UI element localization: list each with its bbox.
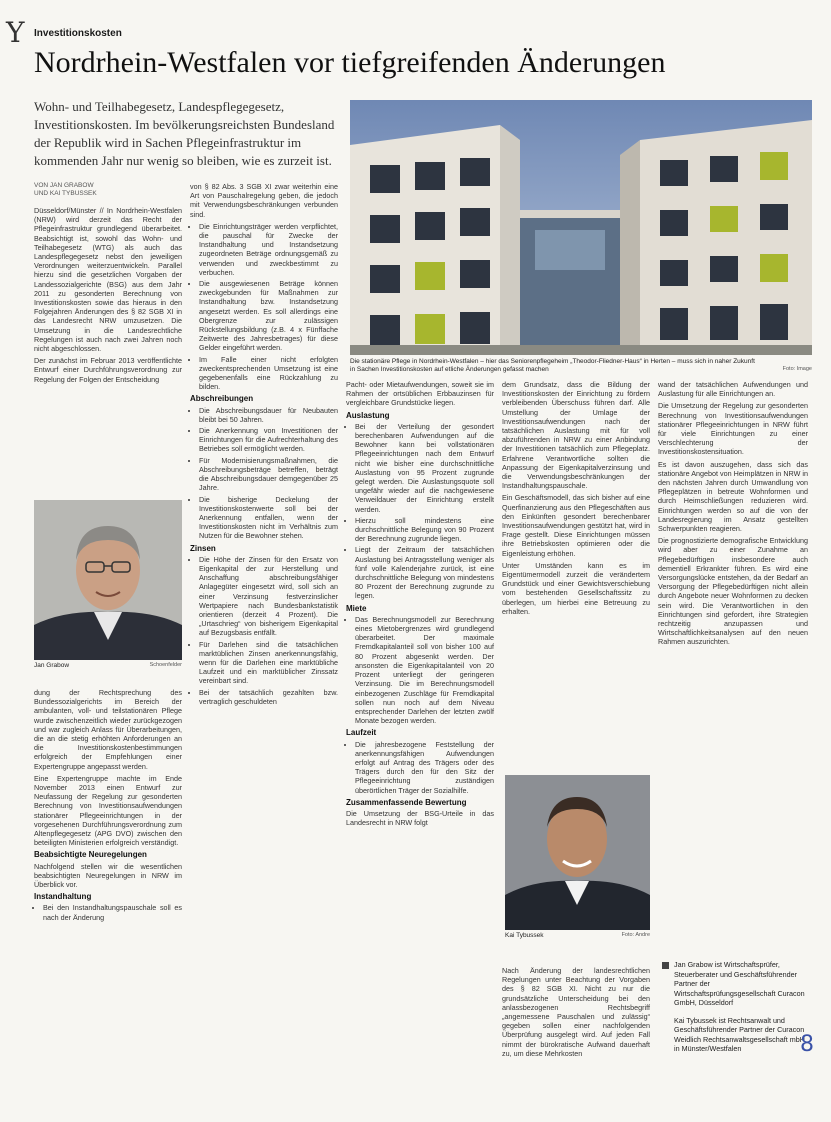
list-item: • Die Einrichtungsträger werden verpflichtet, die pauschal für Zwecke der Instandhaltung und Instandsetzung zugeordneten Beträge ordnungsgemäß zu verwenden und zweckbestimmt zu verbuchen. xyxy=(199,222,338,277)
paragraph: Die Umsetzung der BSG-Urteile in das Landesrecht in NRW folgt xyxy=(346,808,494,828)
bullet-list xyxy=(190,555,338,706)
column-4-upper xyxy=(502,380,650,619)
paragraph: Nach Änderung der landesrechtlichen Regelungen unter Beachtung der Vorgaben des § 82 SGB XI. Nicht zu nur die grundsätzliche Unterscheidung bei den anlassbezogenen Rechtsbegriff „angemessene Pauschalen und zulässig“ gegeben sollen einer nachfolgenden Überprüfung ausgelegt wird. Auf jeden Fall nimmt der bürokratische Aufwand dauerhaft zu, um diese Mehrkosten xyxy=(502,966,650,1058)
column-3 xyxy=(346,380,494,830)
subheading-zinsen: Zinsen xyxy=(190,543,216,553)
subheading-laufzeit: Laufzeit xyxy=(346,728,377,738)
list-item: • Für Modernisierungsmaßnahmen, die Abschreibungsbeträge betreffen, beträgt die Abschreibungsdauer demgegenüber 25 Jahre. xyxy=(199,456,338,493)
subheading-auslastung: Auslastung xyxy=(346,410,390,420)
column-5 xyxy=(658,380,808,650)
author-note-text: Kai Tybussek ist Rechtsanwalt und Geschäftsführender Partner der Curacon Weidlich Rechtsanwaltsgesellschaft mbH in Münster/Westfalen xyxy=(674,1015,805,1053)
list-item: • Im Falle einer nicht erfolgten zweckentsprechenden Umsetzung ist eine gegebenenfalls eine Rückzahlung zu bilden. xyxy=(199,355,338,392)
bullet-list xyxy=(190,222,338,392)
byline-author-1: VON JAN GRABOW xyxy=(34,182,94,189)
portrait-1-credit: Schoenfelder xyxy=(149,662,182,668)
bullet-list xyxy=(346,615,494,725)
list-item: • Hierzu soll mindestens eine durchschnittliche Belegung von 90 Prozent der Berechnung zugrunde liegen. xyxy=(355,516,494,544)
list-item: • Bei der tatsächlich gezahlten bzw. vertraglich geschuldeten xyxy=(199,688,338,706)
column-4-lower xyxy=(502,966,650,1061)
building-illustration xyxy=(350,100,812,355)
portrait-photo xyxy=(505,775,650,930)
handwritten-mark: Y xyxy=(6,16,25,49)
article-title: Nordrhein-Westfalen vor tiefgreifenden Änderungen xyxy=(34,46,666,79)
subheading-neuregelungen: Beabsichtigte Neuregelungen xyxy=(34,850,147,860)
column-2 xyxy=(190,182,338,708)
paragraph: Der zunächst im Februar 2013 veröffentlichte Entwurf einer Durchführungsverordnung zur Regelung der Folgen der Entscheidung xyxy=(34,356,182,384)
author-note-2 xyxy=(662,1016,810,1054)
bullet-list xyxy=(346,422,494,601)
paragraph: Es ist davon auszugehen, dass sich das stationäre Angebot von Heimplätzen in NRW in den nächsten Jahren durch Umwandlung von Pflegeplätzen in betreute Wohnformen und durch Heimschließungen reduzieren wird. Einrichtungen werden so auf die von der Landesregierung im Ansatz gestellten Schwerpunkten reagieren. xyxy=(658,459,808,534)
square-bullet-icon xyxy=(662,962,669,969)
paragraph: Düsseldorf/Münster // In Nordrhein-Westfalen (NRW) wird derzeit das Recht der Pflegeinfrastruktur grundlegend überarbeitet. Beabsichtigt ist, sowohl das Wohn- und Teilhabegesetz (WTG) als auch das Landespflegegesetz nebst den jeweiligen Verordnungen weiterzuentwickeln. Parallel hierzu sind die gesetzlichen Vorgaben der Landessozialgerichte (BSG) aus dem Jahr 2011 zu gesonderten Berechnung von Investitionskosten sowie das hieraus in den Folgejahren Änderungen des § 82 SGB XI in das Landesrecht NRW umzusetzen. Die Umsetzung in die Landesrechtliche Regelungen ist auch nach zwei Jahren noch nicht abgeschlossen. xyxy=(34,206,182,354)
bullet-list xyxy=(34,903,182,921)
paragraph: Eine Expertengruppe machte im Ende November 2013 einen Entwurf zur Neufassung der Regelung zur gesonderten Berechnung von Investitionsaufwendungen stationärer Pflegeeinrichtungen in der vorgesehenen Durchführungsverordnung zum Altenpflegegesetz (APG DVO) zwischen den beteiligten Ministerien erfolgreich verständigt. xyxy=(34,773,182,848)
list-item: • Die Anerkennung von Investitionen der Einrichtungen für die Aufrechterhaltung des Betriebes soll ermöglicht werden. xyxy=(199,426,338,454)
portrait-1-name: Jan Grabow xyxy=(34,662,70,669)
paragraph: Die prognostizierte demografische Entwicklung wird aber zu einer Zunahme an Pflegebedürftigen insbesondere auch dementiell Erkrankter führen. Es wird eine Versorgungslücke entstehen, da der Bedarf an Versorgung der Pflegebedürftigen nicht allein durch Angebote neuer Wohnformen zu decken sein wird. Die Verantwortlichen in den Einrichtungen sind gefordert, ihre Strategien rechtzeitig anzupassen und Wirtschaftlichkeitsanalysen auf den neuen Rahmen auszurichten. xyxy=(658,536,808,647)
subheading-instandhaltung: Instandhaltung xyxy=(34,892,92,902)
portrait-2-name: Kai Tybussek xyxy=(505,932,544,939)
paragraph: wand der tatsächlichen Aufwendungen und Auslastung für alle Einrichtungen an. xyxy=(658,380,808,399)
author-note-text: Jan Grabow ist Wirtschaftsprüfer, Steuerberater und Geschäftsführender Partner der Wirtschaftsprüfungsgesellschaft Curacon GmbH, Düsseldorf xyxy=(674,960,805,1007)
portrait-photo xyxy=(34,500,182,660)
main-photo-credit: Foto: Image xyxy=(782,366,812,372)
paragraph: Unter Umständen kann es im Eigentümermodell zurzeit die verändertem Grundstück und einer Gewichtsverschiebung vom bestehenden Gesellschaftssitz zu überlegen, um hierbei eine Betreuung zu erhalten. xyxy=(502,560,650,616)
list-item: • Bei den Instandhaltungspauschale soll es nach der Änderung xyxy=(43,903,182,921)
list-item: • Für Darlehen sind die tatsächlichen marktüblichen Zinsen anerkennungsfähig, wenn für die Darlehen eine marktübliche Laufzeit und ein marktüblicher Zinssatz vereinbart sind. xyxy=(199,640,338,686)
paragraph: dem Grundsatz, dass die Bildung der Investitionskosten der Einrichtung zu fördern verbleibenden Überschuss führen darf. Alle Umstellung der Umlage der Investitionsaufwendungen nach der tatsächlichen Auslastung mit für voll abzuführenden in NRW zu einer Anbindung der Investitionen tatsächlich zum Pflegeplatz. Erfahrene Verantwortliche sollten die Anpassung der Eigenkapitalverzinsung und die Verwendungsbeschränkungen der Instandhaltungspauschale. xyxy=(502,380,650,491)
subheading-miete: Miete xyxy=(346,603,367,613)
paragraph: von § 82 Abs. 3 SGB XI zwar weiterhin eine Art von Pauschalregelung geben, die jedoch mit Verwendungsbeschränkungen verbunden sind. xyxy=(190,182,338,219)
list-item: • Liegt der Zeitraum der tatsächlichen Auslastung bei Antragsstellung weniger als fünf volle Kalenderjahre zurück, ist eine durchschnittliche Belegung von mindestens 80 Prozent der Berechnung zugrunde zu legen. xyxy=(355,545,494,600)
author-notes xyxy=(662,960,810,1054)
list-item: • Die Abschreibungsdauer für Neubauten bleibt bei 50 Jahren. xyxy=(199,406,338,424)
byline-author-2: UND KAI TYBUSSEK xyxy=(34,190,97,197)
paragraph: Pacht- oder Mietaufwendungen, soweit sie im Rahmen der ortsüblichen Erbbauzinsen für vergleichbare Grundstücke liegen. xyxy=(346,380,494,408)
paragraph: dung der Rechtsprechung des Bundessozialgerichts im Bereich der ambulanten, voll- und teilstationären Pflege wurde zwischenzeitlich wieder zurückgezogen und war zugleich Anlass für Überarbeitungen, die an die stetig erhöhten Anforderungen an die Investitionskostenbestimmungen erfolgreich der Empfehlungen einer Expertengruppe angepasst werden. xyxy=(34,688,182,771)
list-item: • Die jahresbezogene Feststellung der anerkennungsfähigen Aufwendungen erfolgt auf Antrag des Trägers oder des Trägers durch den für den Sitz der Pflegeeinrichtung zuständigen überörtlichen Träger der Sozialhilfe. xyxy=(355,740,494,795)
list-item: • Die Höhe der Zinsen für den Ersatz von Eigenkapital der zur Herstellung und Anschaffung abschreibungsfähiger Anlagegüter eingesetzt wird, soll sich an einer Verzinsung festverzinslicher Wertpapiere nach Bundesbankstatistik orientieren (derzeit 4 Prozent). Die „Urtaschrieg“ von bisherigem Eigenkapital auf Bezugsbasis entfällt. xyxy=(199,555,338,638)
paragraph: Nachfolgend stellen wir die wesentlichen beabsichtigten Neuregelungen in NRW im Überblick vor. xyxy=(34,861,182,890)
list-item: • Die ausgewiesenen Beträge können zweckgebunden für Maßnahmen zur Instandhaltung bzw. Instandsetzung angesetzt werden. Es soll allerdings eine Obergrenze zur zulässigen Rückstellungsbildung (z.B. 4 x Fünffache Zeitwerte des Jahresbetrages) für diese Gelder eingeführt werden. xyxy=(199,279,338,353)
bullet-list xyxy=(190,406,338,541)
paragraph: Die Umsetzung der Regelung zur gesonderten Berechnung von Investitionsaufwendungen stationärer Pflegeeinrichtungen in NRW führt für viele Einrichtungen zu einer Verschlechterung der Investitionskostensituation. xyxy=(658,401,808,457)
bullet-list xyxy=(346,740,494,795)
subheading-bewertung: Zusammenfassende Bewertung xyxy=(346,797,467,807)
byline xyxy=(34,182,182,198)
portrait-kai-tybussek xyxy=(505,775,650,930)
section-kicker: Investitionskosten xyxy=(34,28,122,39)
column-1-lower xyxy=(34,688,182,924)
main-photo xyxy=(350,100,812,355)
list-item: • Das Berechnungsmodell zur Berechnung eines Mietobergrenzes wird grundlegend überarbeitet. Der maximale Fremdkapitalanteil soll von bisher 100 auf 80 Prozent abgesenkt werden. Der ansonsten die Eigenkapitalanteil von 20 Prozent unterliegt der geringeren Verzinsung. Die im Berechnungsmodell einbezogenen Zuschläge für Fremdkapital sollen nun noch auf dem Niveau entsprechender Darlehen der letzten zwölf Monate bezogen werden. xyxy=(355,615,494,725)
page-number: 8 xyxy=(800,1032,814,1057)
author-note-1 xyxy=(662,960,810,1008)
list-item: • Bei der Verteilung der gesondert berechenbaren Aufwendungen auf die Bewohner kann bei vollstationären Pflegeeinrichtungen nach dem Entwurf nicht wie bisher eine durchschnittliche Auslastung von 95 Prozent zugrunde gelegt werden. Die Auslastungsquote soll ungefähr wieder auf die nachgewiesene Verweildauer der Einrichtung erstellt werden. xyxy=(355,422,494,514)
main-photo-caption: Die stationäre Pflege in Nordrhein-Westfalen – hier das Seniorenpflegeheim „Theodor-Fliedner-Haus“ in Herten – muss sich in naher Zukunft in Sachen Investitionskosten auf etliche Änderungen gefasst machen xyxy=(350,358,755,373)
column-1-upper xyxy=(34,182,182,387)
portrait-jan-grabow xyxy=(34,500,182,660)
list-item: • Die bisherige Deckelung der Investitionskostenwerte soll bei der Anerkennung entfallen, wenn der Investitionskosten nicht im Verhältnis zum Nutzen für die Bewohner stehen. xyxy=(199,495,338,541)
article-lead: Wohn- und Teilhabegesetz, Landespflegegesetz, Investitionskosten. Im bevölkerungsreichsten Bundesland der Republik wird in Sachen Pflegeinfrastruktur im kommenden Jahr nur wenig so bleiben, wie es zurzeit ist. xyxy=(34,99,335,168)
portrait-2-credit: Foto: Andre xyxy=(621,932,650,938)
paragraph: Ein Geschäftsmodell, das sich bisher auf eine Querfinanzierung aus den Pflegeschäften aus den Einkünften gesondert berechenbarer Investitionsaufwendungen gestützt hat, wird in Frage gestellt. Diese Einrichtungen müssen ihre Betriebskosten optimieren oder die Eigenleistung erhöhen. xyxy=(502,493,650,558)
subheading-abschreibungen: Abschreibungen xyxy=(190,394,254,404)
